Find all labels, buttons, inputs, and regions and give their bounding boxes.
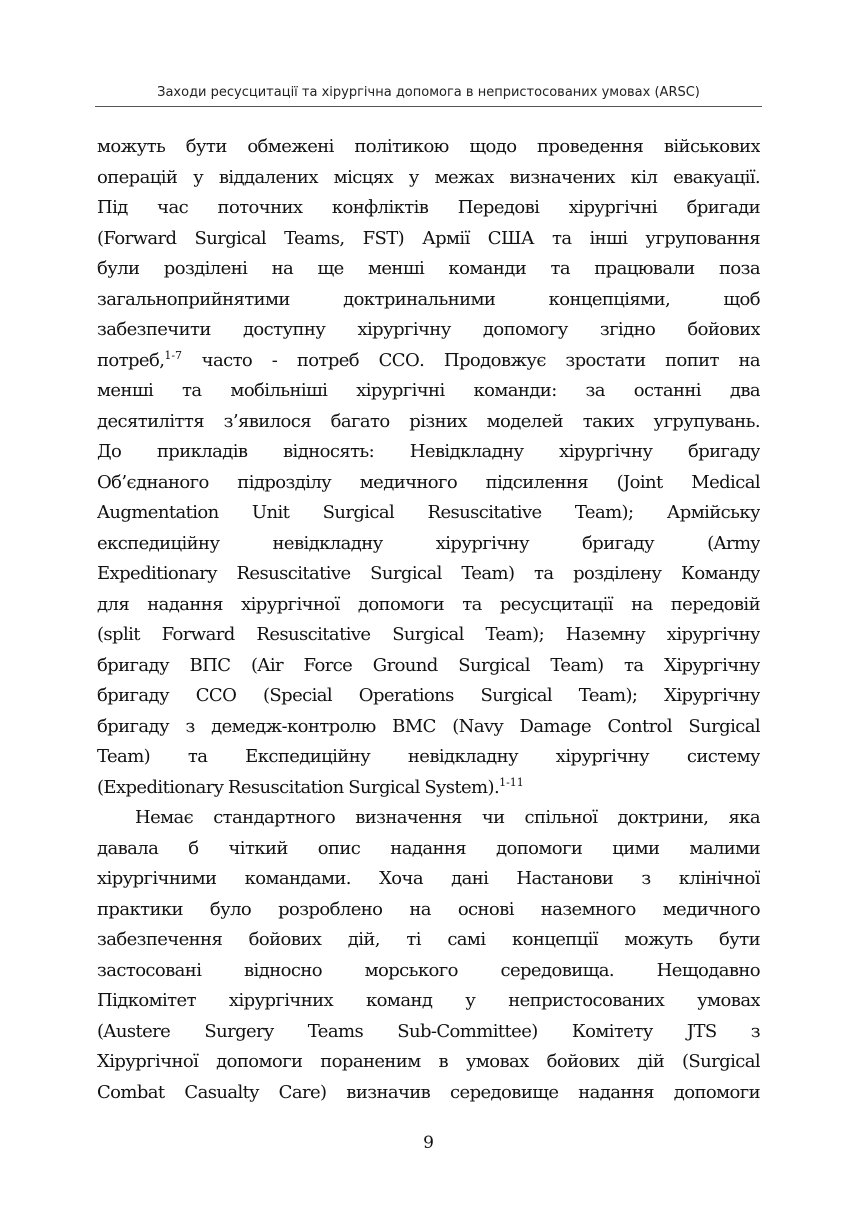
text-line: забезпечення бойових дій, ті самі концепції можуть бути xyxy=(97,929,760,950)
paragraph-first-line: Немає стандартного визначення чи спільної доктрини, яка xyxy=(135,807,760,828)
text-line: (split Forward Resuscitative Surgical Team); Наземну хірургічну xyxy=(97,624,760,645)
text-line: Team) та Експедиційну невідкладну хірургічну систему xyxy=(97,746,760,767)
text-line: (Austere Surgery Teams Sub-Committee) Комітету JTS з xyxy=(97,1020,760,1042)
body-text xyxy=(97,132,760,1108)
text-line: Augmentation Unit Surgical Resuscitative Team); Армійську xyxy=(97,502,760,523)
text-fragment: потреб, xyxy=(97,349,165,371)
text-line: експедиційну невідкладну хірургічну бригаду (Army xyxy=(97,532,760,554)
text-line: бригаду ССО (Special Operations Surgical Team); Хірургічну xyxy=(97,685,760,706)
text-line: застосовані відносно морського середовища. Нещодавно xyxy=(97,959,760,981)
text-line: операцій у віддалених місцях у межах визначених кіл евакуації. xyxy=(97,166,760,188)
text-line: бригаду ВПС (Air Force Ground Surgical Team) та Хірургічну xyxy=(97,654,760,676)
citation-superscript: 1-7 xyxy=(164,348,183,362)
text-line: практики було розроблено на основі наземного медичного xyxy=(97,898,760,920)
page-number: 9 xyxy=(423,1133,434,1153)
text-fragment: часто - потреб ССО. Продовжує зростати попит на xyxy=(201,349,760,371)
text-line: Підкомітет хірургічних команд у непристосованих умовах xyxy=(97,990,760,1011)
text-line: бригаду з демедж-контролю ВМС (Navy Damage Control Surgical xyxy=(97,715,760,737)
text-line xyxy=(97,773,760,804)
text-line: менші та мобільніші хірургічні команди: за останні два xyxy=(97,380,760,401)
text-line: забезпечити доступну хірургічну допомогу згідно бойових xyxy=(97,319,760,340)
text-line: для надання хірургічної допомоги та ресусцитації на передовій xyxy=(97,593,760,615)
header-rule xyxy=(95,106,762,107)
text-line: Expeditionary Resuscitative Surgical Team) та розділену Команду xyxy=(97,563,760,584)
text-line: Об’єднаного підрозділу медичного підсилення (Joint Medical xyxy=(97,471,760,493)
text-line xyxy=(97,346,760,377)
text-line: були розділені на ще менші команди та працювали поза xyxy=(97,258,760,279)
text-fragment: (Expeditionary Resuscitation Surgical System). xyxy=(97,776,500,798)
text-line: (Forward Surgical Teams, FST) Армії США та інші угруповання xyxy=(97,227,760,249)
text-line: десятиліття з’явилося багато різних моделей таких угрупувань. xyxy=(97,410,760,432)
text-line: Хірургічної допомоги пораненим в умовах бойових дій (Surgical xyxy=(97,1051,760,1072)
citation-superscript: 1-11 xyxy=(499,775,524,789)
text-line: загальноприйнятими доктринальними концепціями, щоб xyxy=(97,288,760,310)
text-line: хірургічними командами. Хоча дані Настанови з клінічної xyxy=(97,868,760,889)
text-line: давала б чіткий опис надання допомоги цими малими xyxy=(97,837,760,859)
text-line: Під час поточних конфліктів Передові хірургічні бригади xyxy=(97,197,760,218)
running-header: Заходи ресусцитації та хірургічна допомога в непристосованих умовах (ARSC) xyxy=(157,85,700,100)
text-line: можуть бути обмежені політикою щодо проведення військових xyxy=(97,136,760,157)
text-line: Combat Casualty Care) визначив середовище надання допомоги xyxy=(97,1081,760,1103)
text-line: До прикладів відносять: Невідкладну хірургічну бригаду xyxy=(97,441,760,462)
